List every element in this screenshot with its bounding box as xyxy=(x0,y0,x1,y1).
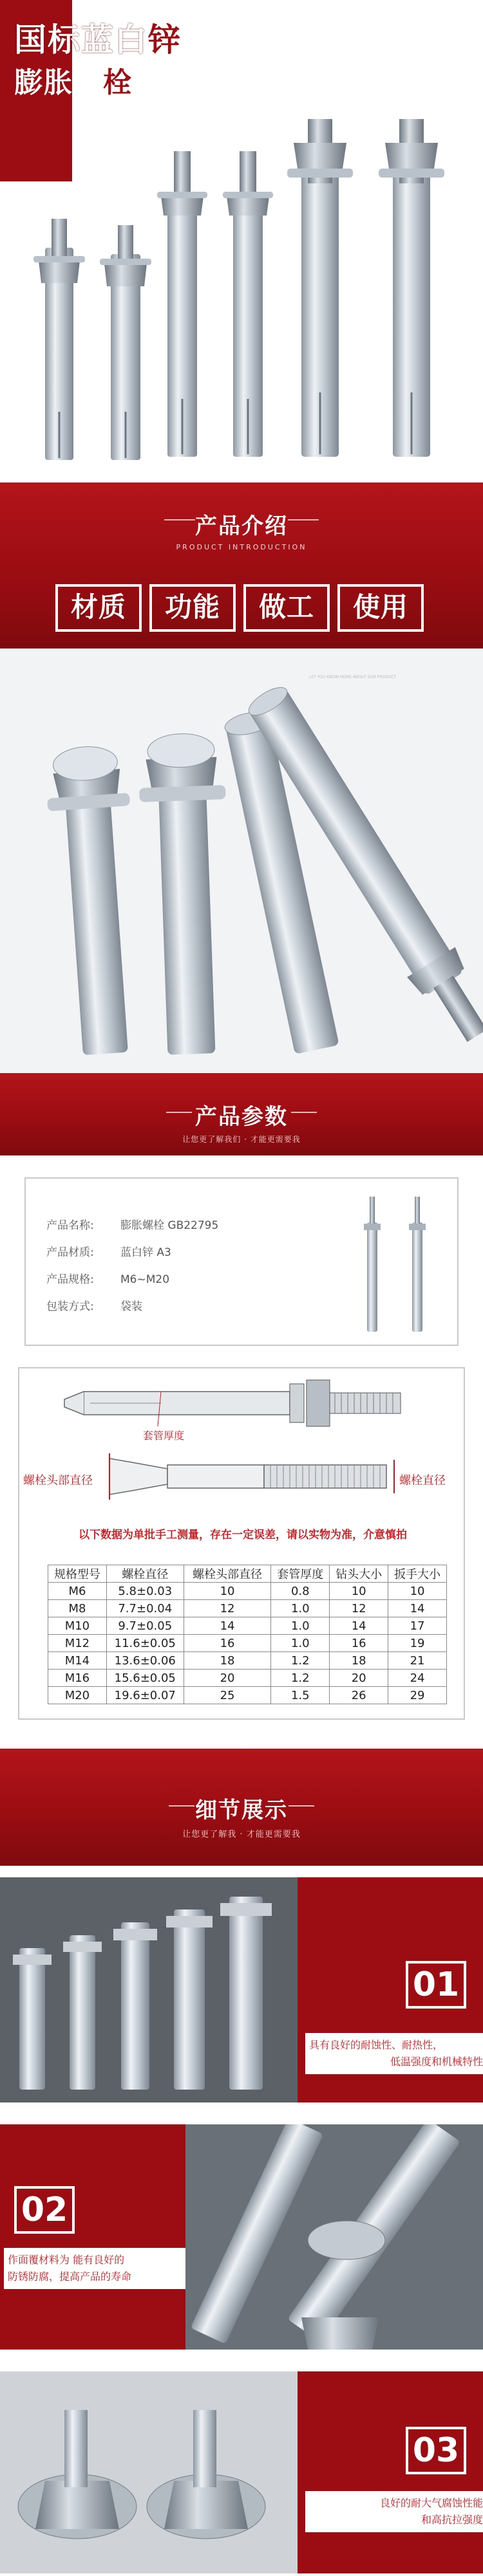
table-cell: 12 xyxy=(330,1600,388,1617)
detail-01-text-line2: 低温强度和机械特性 xyxy=(390,2056,483,2068)
params-banner xyxy=(0,1073,483,1155)
detail-03-text-line1: 良好的耐大气腐蚀性能 xyxy=(379,2497,483,2509)
measurement-note: 以下数据为单批手工测量，存在一定误差，请以实物为准，介意慎拍 xyxy=(79,1529,407,1541)
col-head-diameter: 螺栓头部直径 xyxy=(184,1565,271,1583)
bolt-m8 xyxy=(100,225,151,460)
tilted-bolts-image xyxy=(0,649,483,1073)
col-drill-size: 钻头大小 xyxy=(330,1565,388,1583)
table-cell: 14 xyxy=(330,1617,388,1635)
col-bolt-diameter: 螺栓直径 xyxy=(106,1565,184,1583)
detail-03-text xyxy=(305,2491,483,2532)
bolt-m12 xyxy=(223,151,273,457)
detail-03-number: 03 xyxy=(406,2427,466,2474)
table-cell: 21 xyxy=(388,1652,447,1670)
table-cell: 11.6±0.05 xyxy=(106,1635,184,1652)
table-cell: 1.2 xyxy=(271,1652,330,1670)
hero-title-line1: 国标蓝白锌 xyxy=(14,21,182,59)
feature-material: 材质 xyxy=(55,584,142,632)
diagram-card xyxy=(18,1367,465,1720)
detail-panel-03 xyxy=(0,2365,483,2573)
table-cell: M20 xyxy=(48,1687,107,1704)
table-row xyxy=(48,1652,447,1670)
spec-table xyxy=(48,1565,447,1704)
detail-03-photo xyxy=(0,2371,298,2573)
bolt-m16 xyxy=(287,119,353,457)
intro-subtitle: PRODUCT INTRODUCTION xyxy=(176,543,307,551)
table-cell: 1.0 xyxy=(271,1635,330,1652)
col-wrench-size: 扳手大小 xyxy=(388,1565,447,1583)
detail-03-text-line2: 和高抗拉强度 xyxy=(421,2514,483,2526)
param-row-spec: 产品规格: M6~M20 xyxy=(46,1273,170,1286)
table-cell: 9.7±0.05 xyxy=(106,1617,184,1635)
product-photo-tilted xyxy=(0,649,483,1073)
intro-banner xyxy=(0,483,483,649)
table-cell: 16 xyxy=(330,1635,388,1652)
table-row xyxy=(48,1600,447,1617)
table-cell: 19 xyxy=(388,1635,447,1652)
detail-01-text xyxy=(305,2033,483,2074)
detail-03-bolts-image xyxy=(0,2371,298,2573)
table-cell: M12 xyxy=(48,1635,107,1652)
col-model: 规格型号 xyxy=(48,1565,107,1583)
table-cell: 10 xyxy=(388,1583,447,1600)
table-cell: 14 xyxy=(184,1617,271,1635)
param-row-name: 产品名称: 膨胀螺栓 GB22795 xyxy=(46,1219,219,1232)
table-cell: 20 xyxy=(184,1670,271,1687)
params-subtitle: 让您更了解我们 · 才能更需要我 xyxy=(182,1135,301,1144)
detail-02-red-block xyxy=(0,2124,185,2350)
table-cell: 1.2 xyxy=(271,1670,330,1687)
table-cell: 25 xyxy=(184,1687,271,1704)
table-cell: 18 xyxy=(330,1652,388,1670)
param-card xyxy=(24,1177,459,1346)
hero-title-line2: 膨胀螺栓 xyxy=(14,66,133,99)
param-bolts-image xyxy=(348,1190,444,1335)
label-head-diameter: 螺栓头部直径 xyxy=(23,1474,93,1487)
bolt-m6 xyxy=(33,219,85,460)
bolt-m10 xyxy=(157,151,207,457)
detail-02-text-line2: 防锈防腐，提高产品的寿命 xyxy=(8,2270,132,2283)
spec-table-header xyxy=(48,1565,447,1583)
table-cell: 10 xyxy=(184,1583,271,1600)
details-subtitle: 让您更了解我 · 才能更需要我 xyxy=(182,1830,301,1839)
label-sleeve-thickness: 套管厚度 xyxy=(143,1430,185,1442)
table-cell: M16 xyxy=(48,1670,107,1687)
detail-02-text-line1: 作面覆材料为 能有良好的 xyxy=(8,2254,125,2266)
col-sleeve-thickness: 套管厚度 xyxy=(271,1565,330,1583)
table-cell: 14 xyxy=(388,1600,447,1617)
table-cell: 1.0 xyxy=(271,1600,330,1617)
table-cell: M14 xyxy=(48,1652,107,1670)
table-cell: 13.6±0.06 xyxy=(106,1652,184,1670)
table-cell: 16 xyxy=(184,1635,271,1652)
params-title: 产品参数 xyxy=(195,1104,288,1130)
param-row-material: 产品材质: 蓝白锌 A3 xyxy=(46,1246,171,1259)
table-cell: 10 xyxy=(330,1583,388,1600)
hero-bolts-photo xyxy=(0,0,483,483)
detail-panel-02 xyxy=(0,2118,483,2359)
table-cell: 12 xyxy=(184,1600,271,1617)
spec-table-body xyxy=(48,1583,447,1704)
details-banner xyxy=(0,1749,483,1866)
detail-01-text-line1: 具有良好的耐蚀性、耐热性， xyxy=(309,2039,444,2051)
table-row xyxy=(48,1687,447,1704)
table-row xyxy=(48,1617,447,1635)
table-cell: 24 xyxy=(388,1670,447,1687)
table-cell: 17 xyxy=(388,1617,447,1635)
table-cell: M6 xyxy=(48,1583,107,1600)
table-row xyxy=(48,1583,447,1600)
table-cell: M8 xyxy=(48,1600,107,1617)
table-cell: 5.8±0.03 xyxy=(106,1583,184,1600)
table-cell: 0.8 xyxy=(271,1583,330,1600)
feature-craft: 做工 xyxy=(243,584,330,632)
table-cell: 20 xyxy=(330,1670,388,1687)
detail-02-photo xyxy=(185,2124,483,2350)
intro-tiny-text: LET YOU KNOW MORE ABOUT OUR PRODUCT xyxy=(309,675,397,679)
label-bolt-diameter: 螺栓直径 xyxy=(399,1474,446,1487)
detail-01-photo xyxy=(0,1877,298,2102)
table-row xyxy=(48,1635,447,1652)
hero-section xyxy=(0,0,483,483)
table-cell: 29 xyxy=(388,1687,447,1704)
param-row-package: 包装方式: 袋装 xyxy=(46,1300,142,1313)
table-cell: 1.0 xyxy=(271,1617,330,1635)
table-cell: 1.5 xyxy=(271,1687,330,1704)
detail-panel-01 xyxy=(0,1871,483,2112)
bolt-diagram xyxy=(19,1368,466,1536)
feature-function: 功能 xyxy=(149,584,236,632)
table-cell: M10 xyxy=(48,1617,107,1635)
table-cell: 19.6±0.07 xyxy=(106,1687,184,1704)
feature-usage: 使用 xyxy=(337,584,424,632)
detail-02-bolts-image xyxy=(185,2124,483,2350)
table-cell: 26 xyxy=(330,1687,388,1704)
table-cell: 18 xyxy=(184,1652,271,1670)
detail-01-bolts-image xyxy=(0,1877,298,2102)
details-title: 细节展示 xyxy=(195,1798,288,1823)
table-cell: 15.6±0.05 xyxy=(106,1670,184,1687)
detail-01-number: 01 xyxy=(406,1961,466,2009)
intro-title: 产品介绍 xyxy=(195,513,288,539)
bolt-m20 xyxy=(379,119,444,457)
table-row xyxy=(48,1670,447,1687)
detail-02-number: 02 xyxy=(14,2186,75,2234)
detail-02-text xyxy=(4,2248,185,2289)
table-cell: 7.7±0.04 xyxy=(106,1600,184,1617)
